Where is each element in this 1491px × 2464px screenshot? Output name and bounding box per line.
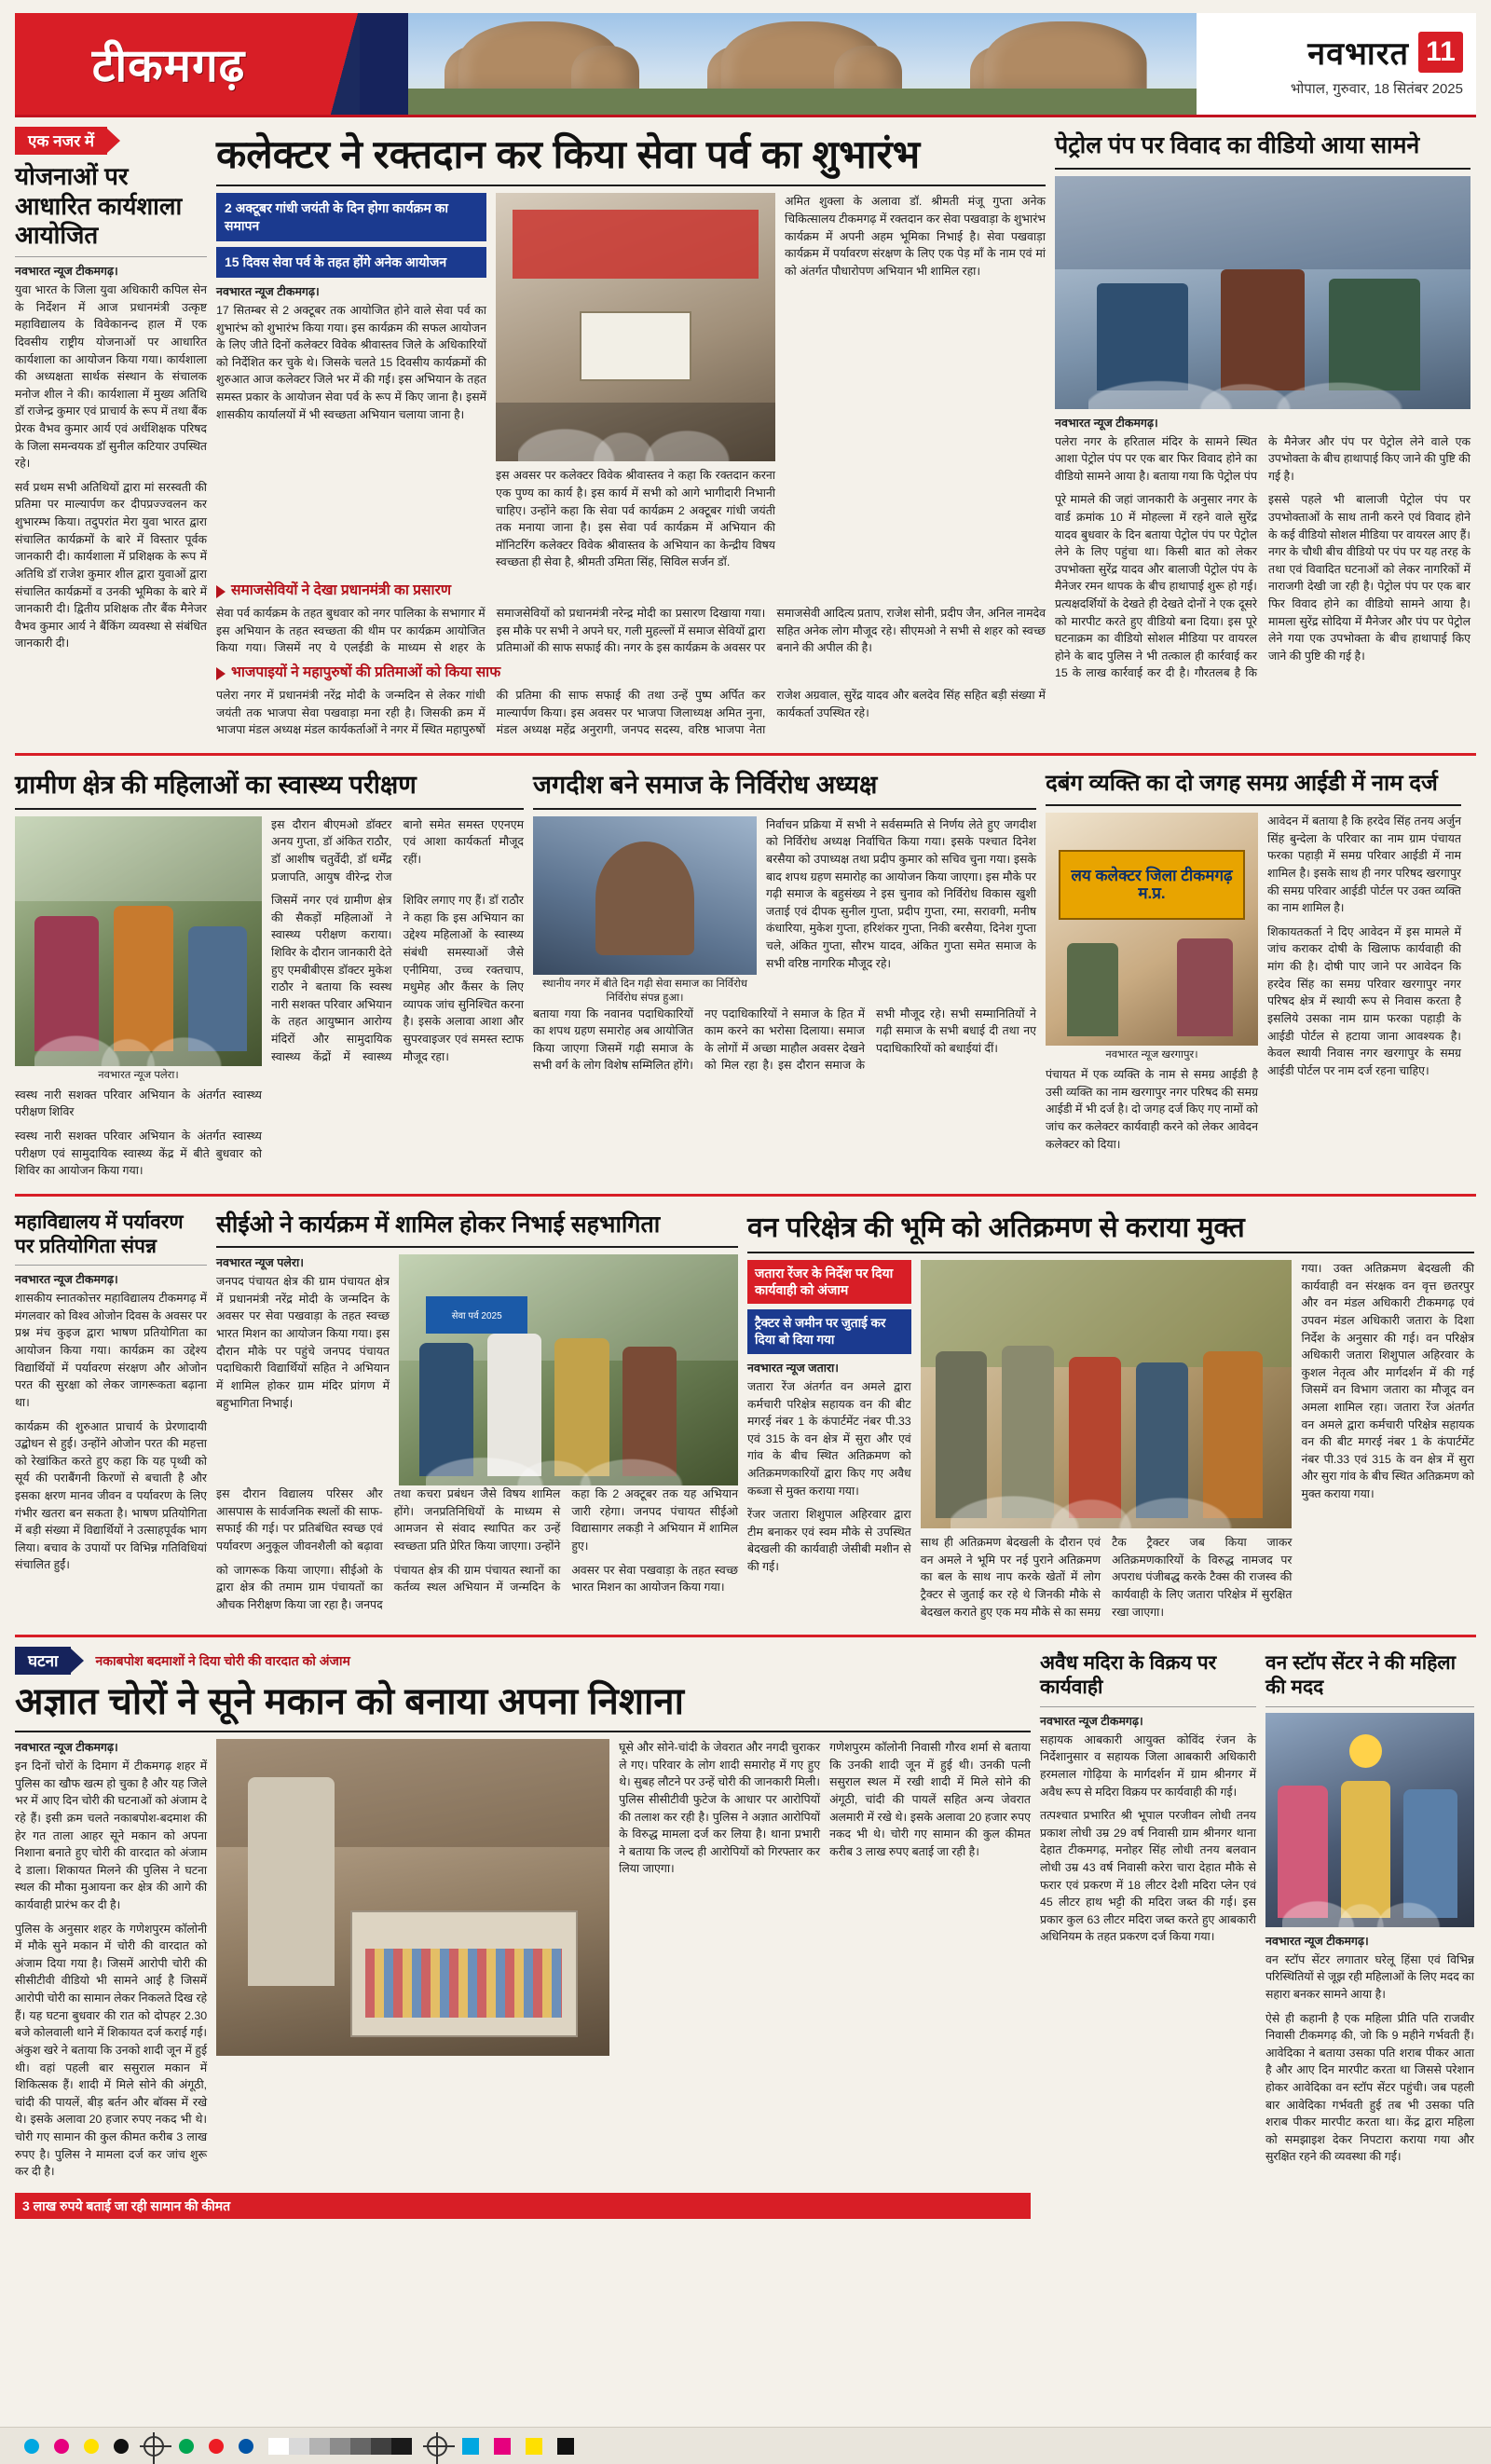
left-column	[15, 127, 207, 746]
masthead-slant	[322, 13, 360, 115]
left-para-2: सर्व प्रथम सभी अतिथियों द्वारा मां सरस्वती की प्रतिमा पर माल्यार्पण कर दीपप्रज्ज्वलन कर शुभारम्भ किया। तदुपरांत मेरा युवा भारत द्वारा संचालित कार्यक्रमों के बारे में विस्तार पूर्वक जानकारी दी। कार्यशाला में प्रशिक्षक के रूप में अतिथि डॉ राजेश कुमार शील द्वारा युवाओं द्वारा संचालित कार्यक्रमों व उनकी भूमिका के बारे में जानकारी दी। द्वितीय प्रशिक्षक तौर बैंक मैनेजर वैभव कुमार आर्य ने बैंकिंग व्यवस्था से संबंधित जानकारी दी।	[15, 480, 207, 650]
collector-office-signboard: लय कलेक्टर जिला टीकमगढ़ म.प्र.	[1059, 850, 1246, 920]
petrol-headline: पेट्रोल पंप पर विवाद का वीडियो आया सामने	[1055, 132, 1420, 158]
ceo-para-1: जनपद पंचायत क्षेत्र की ग्राम पंचायत क्षेत्र में प्रधानमंत्री नरेंद्र मोदी के जन्मदिन के अवसर पर सेवा पखवाड़ा के तहत स्वच्छ भारत मिशन का आयोजन किया गया। इस दौरान मौके पर पहुंचे जनपद पंचायत पदाधिकारी विद्यार्थियों सहित ने अभियान में शामिल होकर ग्राम मंदिर प्रांगण में बहुभागिता निभाई।	[216, 1275, 390, 1410]
lead-para-1: 17 सितम्बर से 2 अक्टूबर तक आयोजित होने वाले सेवा पर्व का शुभारंभ को शुभारंभ किया गया। इस कार्यक्रम की सफल आयोजन के लिए जीते दिनों कलेक्टर विवेक श्रीवास्तव जिले के अधिकारियों को निर्देशित कर चुके थे। जिसके चलते 15 दिवसीय कार्यक्रमों की शुरुआत आज कलेक्टर जिले भर में की गई। इस अभियान के तहत समस्त प्रकार के आयोजन सेवा पर्व के रूप में किए जाना है। इसमें शासकीय कार्यालयों में भी स्वच्छता अभियान चलाया जाना है।	[216, 303, 486, 421]
color-square-cyan	[462, 2438, 479, 2455]
row-1	[15, 127, 1476, 746]
forest-byline: नवभारत न्यूज जतारा।	[747, 1361, 840, 1375]
section-flag-ek-nazar	[15, 127, 207, 155]
lead-sub-para-2: पलेरा नगर में प्रधानमंत्री नरेंद्र मोदी के जन्मदिन से लेकर गांधी जयंती तक भाजपा सेवा पखवाड़ा मना रही है। जिसकी क्रम में भाजपा मंडल अध्यक्ष मंडल कार्यकर्ताओं ने नगर में स्थित महापुरुषों की प्रतिमा की साफ सफाई की तथा उन्हें पुष्प अर्पित कर माल्यार्पण किया। इस अवसर पर भाजपा जिलाध्यक्ष अमित नुना, मंडल अध्यक्ष महेंद्र अनुरागी, जनपद सदस्य, वरिष्ठ भाजपा नेता राजेश अग्रवाल, सुरेंद्र यादव और बलदेव सिंह सहित बड़ी संख्या में कार्यकर्ता उपस्थित रहे।	[216, 689, 1046, 737]
brand-name: नवभारत	[1307, 35, 1409, 72]
lead-photo	[496, 193, 775, 461]
liquor-para-1: सहायक आबकारी आयुक्त कोविंद रंजन के निर्देशानुसार व सहायक जिला आबकारी अधिकारी हरमलाल गोढ़िया के मार्गदर्शन में ग्राम श्रीनगर में अवैध रूप से मदिरा विक्रय पर कार्यवाही की गई।	[1040, 1732, 1256, 1799]
liquor-byline: नवभारत न्यूज टीकमगढ़।	[1040, 1714, 1143, 1728]
ceo-text-left	[216, 1254, 390, 1485]
health-para-2: इस दौरान बीएमओ डॉक्टर अनय गुप्ता, डॉ अंकित राठौर, डॉ आशीष चतुर्वेदी, डॉ धर्मेंद्र प्रजापति, आयुष वीरेन्द्र रोज बानो समेत समस्त एएनएम एवं आशा कार्यकर्ता मौजूद रहीं।	[271, 817, 524, 883]
lead-subhead-1	[216, 582, 1046, 600]
registration-mark-icon-2	[427, 2436, 447, 2457]
lead-para-2: इस अवसर पर कलेक्टर विवेक श्रीवास्तव ने कहा कि रक्तदान करना एक पुण्य का कार्य है। इस कार्य में सभी को आगे भागीदारी निभानी चाहिए। उन्होंने कहा कि सेवा पर्व कार्यक्रम 2 अक्टूबर गांधी जयंती तक मनाया जाना है। इस सेवा पर्व कार्यक्रम में अभियान की मॉनिटरिंग कलेक्टर विवेक श्रीवास्तव के अभियान का केन्द्रीय विषय स्वच्छता ही सेवा है, श्रीमती उमिता सिंह, सिविल सर्जन डॉ.	[496, 469, 775, 569]
liquor-story	[1040, 1647, 1256, 2219]
liquor-headline: अवैध मदिरा के विक्रय पर कार्यवाही	[1040, 1652, 1217, 1699]
theft-para-3: घूसे और सोने-चांदी के जेवरात और नगदी चुराकर ले गए। परिवार के लोग शादी समारोह में गए हुए थे। सुबह लौटने पर उन्हें चोरी की जानकारी मिली। पुलिस सीसीटीवी फुटेज के आधार पर आरोपियों की तलाश कर रही है। पुलिस ने अज्ञात आरोपियों के विरुद्ध मामला दर्ज कर लिया है। थाना प्रभारी ने बताया कि जल्द ही आरोपियों को गिरफ्तार कर लिया जाएगा।	[619, 1741, 821, 1876]
forest-para-4: गया। उक्त अतिक्रमण बेदखली की कार्यवाही वन संरक्षक वन वृत्त छतरपुर और वन मंडल अधिकारी टीकमगढ़ एवं उपवन मंडल अधिकारी जतारा के दिशा निर्देश के अनुसार की गई। वन परिक्षेत्र अधिकारी जतारा शिशुपाल अहिरवार के कुशल नेतृत्व और मार्गदर्शन में की गई जिसमें वन विभाग जतारा का मौजूद वन अमला शामिल रहा। जतारा रेंज अंतर्गत वन अमले द्वारा कर्मचारी परिक्षेत्र सहायक वन की बीट मगरई नंबर 1 के कंपार्टमेंट नंबर पी.33 एवं 315 के वन क्षेत्र में सुरा और सुरा गांव के बीच स्थित अतिक्रमण को मुक्त कराया गया।	[1301, 1262, 1474, 1501]
forest-redbar: जतारा रेंजर के निर्देश पर दिया कार्यवाही को अंजाम	[747, 1260, 911, 1303]
jagdish-para-1: निर्वाचन प्रक्रिया में सभी ने सर्वसम्मति से निर्णय लेते हुए जगदीश को निर्विरोध अध्यक्ष निर्वाचित किया गया। इसके पश्चात दिनेश बरसैया को उपाध्यक्ष तथा प्रदीप कुमार को सचिव चुना गया। इसके बाद शपथ ग्रहण समारोह का आयोजन किया जाएगा। इस मौके पर गढ़ी समाज के बहुसंख्य ने इस चुनाव को निर्विरोध विकास खुशी जताई एवं दीपक सुनील गुप्ता, प्रदीप गुप्ता, रमा, सरावगी, मनीष कंधारिया, मुकेश गुप्ता, हरिशंकर गुप्ता, निकी बरसैया, दिनेश गुप्ता चले, अंकित गुप्ता, सौरभ यादव, अंकित गुप्ता समेत समाज के सभी वरिष्ठ नागरिक मौजूद रहे।	[766, 817, 1036, 970]
lead-photo-wrap	[496, 193, 775, 578]
triangle-bullet-icon	[216, 585, 226, 598]
page-number: 11	[1418, 32, 1463, 73]
forest-bluebar: ट्रैक्टर से जमीन पर जुताई कर दिया बो दिया गया	[747, 1309, 911, 1354]
theft-photo	[216, 1739, 609, 2056]
forest-para-2: रेंजर जतारा शिशुपाल अहिरवार द्वारा टीम बनाकर एवं स्वम मौके से उपस्थित बेदखली की कार्यवाही जेसीबी मशीन से की गई।	[747, 1508, 911, 1574]
theft-story	[15, 1647, 1031, 2219]
left-para-1: युवा भारत के जिला युवा अधिकारी कपिल सेन के निर्देशन में आज प्रधानमंत्री उत्कृष्ट महाविद्यालय के विवेकानन्द हाल में एक दिवसीय राष्ट्रीय योजनाओं पर आधारित कार्यशाला का आयोजन किया गया। कार्यशाला की अध्यक्षता सार्थक संस्थान के संचालक मनोज शील ने की। कार्यशाला में मुख्य अतिथि डॉ राजेन्द्र कुमार एवं प्राचार्य के रूप में तथा बैंक प्रेरक वैभव कुमार आर्य एवं अर्धशिक्षक परिषद के जिला समन्वयक डॉ सुनील कटियार उपस्थित रहे।	[15, 283, 207, 471]
lead-left-rail	[216, 193, 486, 578]
color-dot-red	[209, 2439, 224, 2454]
health-para-3: जिसमें नगर एवं ग्रामीण क्षेत्र की सैकड़ों महिलाओं ने स्वास्थ्य परीक्षण कराया। शिविर के दौरान जानकारी देते हुए एमबीबीएस डॉक्टर मुकेश राठौर ने बताया कि स्वस्थ नारी सशक्त परिवार अभियान के तहत आयुष्मान आरोग्य मंदिरों और सामुदायिक स्वास्थ्य केंद्रों में स्वास्थ्य शिविर लगाए गए हैं। डॉ राठौर ने कहा कि इस अभियान का उद्देश्य महिलाओं के स्वास्थ्य संबंधी समस्याओं जैसे एनीमिया, उच्च रक्तचाप, मधुमेह और कैंसर के लिए व्यापक जांच सुनिश्चित करना है। इसके अलावा आशा और सुपरवाइजर एवं समस्त स्टाफ मौजूद रहा।	[271, 894, 524, 1063]
onestop-story	[1265, 1647, 1474, 2219]
health-story	[15, 765, 524, 1186]
dabang-text-wrap	[1267, 813, 1461, 1159]
lead-byline: नवभारत न्यूज टीकमगढ़।	[216, 284, 320, 298]
dabang-para-3: शिकायतकर्ता ने दिए आवेदन में इस मामले में जांच कराकर दोषी के खिलाफ कार्यवाही की मांग की है। दोषी पाए जाने पर आवेदन कि हरदेव सिंह का समग्र परिवार खरगापुर नगर परिषद क्षेत्र में स्थायी रूप से निवास करता है इसलिये उसका नाम ग्राम फरका पहाड़ी के आईडी पोर्टल से हटाया जाना आवश्यक है। केवल स्थायी निवास नगर खरगापुर के समग्र आईडी पोर्टल पर नाम दर्ज रहना चाहिए।	[1267, 924, 1461, 1077]
jagdish-story	[533, 765, 1036, 1186]
masthead	[15, 13, 1476, 117]
theft-col-3	[619, 1739, 820, 2187]
jagdish-headline: जगदीश बने समाज के निर्विरोध अध्यक्ष	[533, 770, 878, 799]
ceo-headline: सीईओ ने कार्यक्रम में शामिल होकर निभाई सहभागिता	[216, 1211, 661, 1238]
theft-para-2: पुलिस के अनुसार शहर के गणेशपुरम कॉलोनी में मौके सुने मकान में चोरी की वारदात को अंजाम दिया गया है। जिसमें आरोपी चोरी की सीसीटीवी वीडियो भी सामने आई है जिसमें आरोपी चोरी का सामान लेकर निकलते दिख रहे हैं। यह घटना बुधवार की रात को दोपहर 2.30 बजे कोलवाली थाने में शिकायत दर्ज कराई गई। अंकुश खरे ने बताया कि उनको शादी जून में हुई थी। वहां पहली बार ससुराल मकान में शिकित्सक हैं। शादी में मिले सोने की अंगूठी, चांदी की पायलें, बीड़ बर्तन और बॉक्स में रखे थे। इसके अलावा 20 हजार रुपए नकद भी थे। चोरी गए सामान की कुल कीमत करीब 3 लाख रुपए है। पुलिस ने मामला दर्ज कर जांच शुरू कर दी है।	[15, 1922, 208, 2179]
lead-subhead-2	[216, 664, 1046, 682]
dabang-para-2: आवेदन में बताया है कि हरदेव सिंह तनय अर्जुन सिंह बुन्देला के परिवार का नाम ग्राम पंचायत फरका पहाड़ी में समग्र परिवार आईडी में नाम शामिल है। इसके साथ ही नगर परिषद खरगापुर की समग्र परिवार आईडी पोर्टल पर उक्त व्यक्ति का नाम शामिल है।	[1267, 814, 1461, 915]
masthead-city: टीकमगढ़	[91, 40, 246, 91]
health-text-wrap	[271, 816, 524, 1186]
lead-right-rail	[785, 193, 1046, 578]
lead-infobox-1: 2 अक्टूबर गांधी जयंती के दिन होगा कार्यक्रम का समापन	[216, 193, 486, 241]
jagdish-para-2: बताया गया कि नवानव पदाधिकारियों का शपथ ग्रहण समारोह अब आयोजित किया जाएगा जिसमें गढ़ी समाज के सभी वर्ग के लोग विशेष सम्मिलित होंगे। नए पदाधिकारियों ने समाज के हित में काम करने का भरोसा दिलाया। समाज के लोगों में अच्छा माहौल अवसर देखने को मिल रहा है। इस दौरान समाज के सभी मौजूद रहे। सभी सम्मानितियों ने गढ़ी समाज के सभी बधाई दी तथा नए पदाधिकारियों को बधाईयां दीं।	[533, 1006, 1036, 1073]
flag-arrow-icon	[107, 129, 120, 153]
masthead-brand-block	[1197, 13, 1476, 115]
dabang-headline: दबंग व्यक्ति का दो जगह समग्र आईडी में नाम दर्ज	[1046, 770, 1438, 796]
section-flag-ghatna-label: घटना	[15, 1647, 71, 1675]
masthead-photo-strip	[408, 13, 1197, 115]
lead-sub-para-1: सेवा पर्व कार्यक्रम के तहत बुधवार को नगर पालिका के सभागार में इस अभियान के तहत स्वच्छता की थीम पर कार्यक्रम आयोजित किया गया। जिसमें नए ये एलईडी के माध्यम से शहर के समाजसेवियों को प्रधानमंत्री नरेन्द्र मोदी का प्रसारण दिखाया गया। इस मौके पर सभी ने अपने घर, गली मुहल्लों में समाज सेवियों द्वारा प्रतिमाओं की साफ सफाई की। नगर के इस कार्यक्रम के अवसर पर समाजसेवी आदित्य प्रताप, राजेश सोनी, प्रदीप जैन, अनिल नामदेव सहित अनेक लोग मौजूद रहे। सीएमओ ने सभी से शहर को स्वच्छ बनाने की अपील की है।	[216, 607, 1046, 655]
theft-col-1	[15, 1739, 207, 2187]
dabang-byline: नवभारत न्यूज खरगापुर।	[1105, 1049, 1198, 1061]
lead-subhead-2-label: भाजपाइयों ने महापुरुषों की प्रतिमाओं को किया साफ	[231, 664, 501, 680]
health-headline: ग्रामीण क्षेत्र की महिलाओं का स्वास्थ्य परीक्षण	[15, 770, 417, 799]
jagdish-text-wrap	[766, 816, 1036, 1006]
petrol-byline: नवभारत न्यूज टीकमगढ़।	[1055, 416, 1158, 430]
college-headline: महाविद्यालय में पर्यावरण पर प्रतियोगिता संपन्न	[15, 1211, 184, 1257]
health-photo	[15, 816, 262, 1066]
forest-left-rail	[747, 1260, 911, 1627]
forest-story	[747, 1206, 1474, 1627]
college-para-2: कार्यक्रम की शुरुआत प्राचार्य के प्रेरणादायी उद्बोधन से हुई। उन्होंने ओजोन परत की महत्ता को रेखांकित करते हुए कहा कि यह पृथ्वी को सूर्य की पराबैंगनी किरणों से बचाती है और इसका क्षरण मानव जीवन व पर्यावरण के लिए गंभीर खतरा बन सकता है। भाषण प्रतियोगिता में बड़ी संख्या में विद्यार्थियों ने उत्साहपूर्वक भाग लिया। बचाव के उपायों पर विभिन्न गतिविधियां संचालित हुईं।	[15, 1419, 207, 1572]
section-flag-ghatna	[15, 1647, 84, 1675]
jagdish-photo	[533, 816, 757, 975]
color-dot-cyan	[24, 2439, 39, 2454]
college-story	[15, 1206, 207, 1627]
dabang-story	[1046, 765, 1461, 1186]
forest-para-3: साथ ही अतिक्रमण बेदखली के दौरान एवं वन अमले ने भूमि पर नई पुराने अतिक्रमण का बल के साथ नाप करके खेतों में लोग ट्रैक्टर से जुताई कर रहे थे जिनकी मौके से बेदखल कराते हुए एक मय मौके से का समग्र टैक ट्रैक्टर जब किया जाकर अतिक्रमणकारियों के विरुद्ध नामजद पर अपराध पंजीबद्ध करके टैक्स की राजस्व की कार्यवाही के लिए जतारा परिक्षेत्र में सुरक्षित रखा जाएगा।	[920, 1536, 1293, 1619]
health-caption-text: स्वस्थ नारी सशक्त परिवार अभियान के अंतर्गत स्वास्थ्य परीक्षण शिविर	[15, 1088, 262, 1119]
masthead-blue-bar	[360, 13, 408, 115]
theft-col-4	[829, 1739, 1031, 2187]
divider-red-3	[15, 1635, 1476, 1637]
dabang-photo-wrap	[1046, 813, 1258, 1159]
registration-mark-icon	[144, 2436, 164, 2457]
divider-red-1	[15, 753, 1476, 756]
dabang-para-1: पंचायत में एक व्यक्ति के नाम से समग्र आईडी है उसी व्यक्ति का नाम खरगापुर नगर परिषद की समग्र आईडी में भी दर्ज है। दो जगह दर्ज किए गए नामों को जांच कर कलेक्टर कार्यवाही करने को लेकर आवेदन कलेक्टर को दिया।	[1046, 1068, 1258, 1151]
theft-kicker: नकाबपोश बदमाशों ने दिया चोरी की वारदात को अंजाम	[95, 1652, 350, 1668]
theft-redbar: 3 लाख रुपये बताई जा रही सामान की कीमत	[15, 2193, 1031, 2219]
health-photo-caption: नवभारत न्यूज पलेरा।	[98, 1069, 179, 1081]
color-dot-green	[179, 2439, 194, 2454]
print-registration-bar	[0, 2427, 1491, 2464]
liquor-para-2: तत्पश्चात प्रभारित श्री भूपाल परजीवन लोधी तनय प्रकाश लोधी उम्र 29 वर्ष निवासी ग्राम श्रीनगर थाना देहात टीकमगढ़, मनोहर सिंह लोधी तनय बलवान लोधी उम्र 43 वर्ष निवासी करेरा चारा देहात मौके से फरार एवं प्रकरण में 18 लीटर देशी मदिरा प्लेन एवं 45 लीटर हाथ भट्टी की मदिरा जब्त की गई। इस प्रकार कुल 63 लीटर मदिरा जब्त करते हुए आबकारी अधिनियम के तहत प्रकरण दर्ज किया गया।	[1040, 1809, 1256, 1944]
forest-right-rail	[1301, 1260, 1474, 1627]
theft-para-4: गणेशपुरम कॉलोनी निवासी गौरव शर्मा से बताया कि उनकी शादी जून में हुई थी। उनकी पत्नी ससुराल स्थल में रखी शादी में मिले सोने की अंगूठी, चांदी की पायलें सहित अन्य जेवरात अलमारी में रखे थे। इसके अलावा 20 हजार रुपए नकद भी थे। चोरी गए सामान की कुल कीमत करीब 3 लाख रुपए बताई जा रही है।	[829, 1741, 1031, 1858]
college-byline: नवभारत न्यूज टीकमगढ़।	[15, 1273, 118, 1287]
forest-para-1: जतारा रेंज अंतर्गत वन अमले द्वारा कर्मचारी परिक्षेत्र सहायक वन की बीट मगरई नंबर 1 के कंपार्टमेंट नंबर पी.33 एवं 315 के वन क्षेत्र में सुरा और एवं गांव के बीच स्थित अतिक्रमण को अतिक्रमणकारियों द्वारा किए गए अवैध कब्जा से मुक्त कराया गया।	[747, 1379, 911, 1498]
onestop-para-2: ऐसे ही कहानी है एक महिला प्रीति पति राजवीर निवासी टीकमगढ़ की, जो कि 9 महीने गर्भवती हैं। आवेदिका ने बताया उसका पति शराब पीकर आता है और आए दिन मारपीट करता था जिससे परेशान होकर आवेदिका वन स्टॉप सेंटर पहुंची। जब पहली बार आवेदिका गर्भवती हुई तब भी उसका पति शराब पीकर मारपीट करता था। केंद्र द्वारा महिला को समझाइश देकर निपटारा कराया गया और सुरक्षित रहने की व्यवस्था की गई।	[1265, 2011, 1474, 2164]
onestop-byline: नवभारत न्यूज टीकमगढ़।	[1265, 1934, 1369, 1948]
row-3	[15, 1206, 1476, 1627]
dabang-photo	[1046, 813, 1258, 1046]
dateline: भोपाल, गुरुवार, 18 सितंबर 2025	[1290, 80, 1463, 97]
divider-red-2	[15, 1194, 1476, 1197]
triangle-bullet-icon	[216, 667, 226, 680]
flag-arrow-icon	[71, 1649, 84, 1673]
color-dot-yellow	[84, 2439, 99, 2454]
theft-para-1: इन दिनों चोरों के दिमाग में टीकमगढ़ शहर में पुलिस का खौफ खत्म हो चुका है और यह जिले भर में आए दिन चोरी की घटनाओं को अंजाम दे रहे हैं। इसी क्रम चलते नकाबपोश-बदमाश की हेर गत ताला आहर सूने मकान को अपना निशाना बनाते हुए चोरी की वारदात को अंजाम दे डाला। शिकायत मिलने की पुलिस ने घटना स्थल की मौका मुआयना कर क्षेत्र की आगे की कार्यवाही प्रारंभ कर दी है।	[15, 1759, 208, 1912]
left-headline: योजनाओं पर आधारित कार्यशाला आयोजित	[15, 162, 183, 250]
petrol-photo	[1055, 176, 1470, 409]
health-para-1: स्वस्थ नारी सशक्त परिवार अभियान के अंतर्गत स्वास्थ्य परीक्षण एवं सामुदायिक स्वास्थ्य केंद्र में बीते बुधवार को शिविर का आयोजन किया गया।	[15, 1129, 262, 1178]
lead-infobox-2: 15 दिवस सेवा पर्व के तहत होंगे अनेक आयोजन	[216, 247, 486, 278]
ceo-story	[216, 1206, 738, 1627]
color-dot-blue	[239, 2439, 253, 2454]
lead-para-3: अमित शुक्ला के अलावा डॉ. श्रीमती मंजू गुप्ता अनेक चिकित्सालय टीकमगढ़ में रक्तदान कर सेवा पखवाड़ा के शुभारंभ कार्यक्रम में अपनी अहम भूमिका निभाई है। सेवा पखवाड़ा कार्यक्रम में पर्यावरण संरक्षण के लिए एक पेड़ माँ के नाम एवं मां को अंतर्गत पौधारोपण अभियान भी शामिल रहा।	[785, 195, 1046, 278]
ceo-byline: नवभारत न्यूज पलेरा।	[216, 1256, 304, 1270]
ceo-para-3: को जागरूक किया जाएगा। सीईओ के द्वारा क्षेत्र की तमाम ग्राम पंचायतों का औचक निरीक्षण किया जा रहा है। जनपद पंचायत क्षेत्र की ग्राम पंचायत स्थानों का कर्तव्य स्थल अभियान में जन्मदिन के अवसर पर सेवा पखवाड़ा के तहत स्वच्छ भारत मिशन का आयोजन किया गया।	[216, 1563, 738, 1611]
jagdish-photo-wrap	[533, 816, 757, 1006]
masthead-photo-1	[408, 13, 671, 115]
lead-story	[216, 127, 1046, 746]
petrol-para-2: पूरे मामले की जहां जानकारी के अनुसार नगर के वार्ड क्रमांक 10 में मोहल्ला में रहने वाले सुरेंद्र यादव बुधवार के दिन बताया पेट्रोल पंप पर पेट्रोल लेने के लिए पहुंचा था। किसी बात को लेकर उपभोक्ता सुरेंद्र यादव और बालाजी पेट्रोल पंप के मैनेजर रमन थापक के बीच हाथापाई शुरू हो गई। प्रत्यक्षदर्शियों के देखते ही देखते दोनों ने एक दूसरे को मारपीट करते हुए वीडियो बना दिया। इस पूरे घटनाक्रम का वीडियो सोशल मीडिया पर वायरल होने के बाद पुलिस ने भी तत्काल ही कार्रवाई कर 15 के लाख कार्रवाई कर दी है। गौरतलब है कि इससे पहले भी बालाजी पेट्रोल पंप पर उपभोक्ताओं के साथ तानी करने एवं विवाद होने के कई वीडियो सोशल मीडिया पर वायरल आए हैं। नगर के चौथी बीच वीडियो पर पंप पर यह तरह के तथा एवं विवादित घटनाओं को लेकर नागरिकों में नाराजगी देखी जा रही है। पेट्रोल पंप पर एक बार फिर विवाद होने का वीडियो सामने आया है। मामला सुरेंद्र सोदिया में मैनेजर और पंप पर पेट्रोल लेने गया एक उपभोक्ता के बीच हाथापाई किए जाने की पुष्टि की गई है।	[1055, 493, 1470, 680]
ceo-photo: सेवा पर्व 2025	[399, 1254, 738, 1485]
masthead-photo-2	[671, 13, 934, 115]
ceo-para-2: इस दौरान विद्यालय परिसर और आसपास के सार्वजनिक स्थलों की साफ-सफाई की गई। पर प्रतिबंधित स्वच्छ एवं पर्यावरण अनुकूल जीवनशैली को बढ़ावा तथा कचरा प्रबंधन जैसे विषय शामिल होंगे। जनप्रतिनिधियों के माध्यम से आमजन से संवाद स्थापित कर उन्हें स्वच्छता प्रति प्रेरित किया जाएगा। उन्होंने कहा कि 2 अक्टूबर तक यह अभियान जारी रहेगा। जनपद पंचायत सीईओ विद्यासागर लकड़ी ने अभियान में शामिल हुए।	[216, 1487, 738, 1554]
onestop-photo	[1265, 1713, 1474, 1927]
theft-headline: अज्ञात चोरों ने सूने मकान को बनाया अपना निशाना	[15, 1681, 684, 1723]
gray-ramp	[268, 2438, 412, 2455]
masthead-photo-3	[934, 13, 1197, 115]
theft-photo-wrap	[216, 1739, 609, 2187]
petrol-story	[1055, 127, 1470, 746]
forest-photo-wrap	[921, 1260, 1293, 1627]
row-4	[15, 1647, 1476, 2219]
onestop-para-1: वन स्टॉप सेंटर लगातार घरेलू हिंसा एवं विभिन्न परिस्थितियों से जूझ रही महिलाओं के लिए मदद का सहारा बनकर सामने आया है।	[1265, 1952, 1474, 2001]
color-dot-black	[114, 2439, 129, 2454]
jagdish-kicker: स्थानीय नगर में बीते दिन गढ़ी सेवा समाज का निर्विरोध निर्विरोध संपन्न हुआ।	[542, 978, 747, 1004]
forest-headline: वन परिक्षेत्र की भूमि को अतिक्रमण से कराया मुक्त	[747, 1211, 1245, 1243]
color-square-yellow	[526, 2438, 542, 2455]
health-photo-wrap	[15, 816, 262, 1186]
color-dot-magenta	[54, 2439, 69, 2454]
left-byline: नवभारत न्यूज टीकमगढ़।	[15, 265, 118, 279]
row-2	[15, 765, 1476, 1186]
section-flag-label: एक नजर में	[15, 127, 107, 155]
color-square-magenta	[494, 2438, 511, 2455]
masthead-city-block	[15, 13, 322, 115]
petrol-para-1: पलेरा नगर के हरिताल मंदिर के सामने स्थित आशा पेट्रोल पंप पर एक बार फिर विवाद होने का वीडियो सामने आया है। बताया गया कि पेट्रोल पंप के मैनेजर और पंप पर पेट्रोल लेने वाले एक उपभोक्ता के बीच हाथापाई किए जाने की पुष्टि की गई है।	[1055, 434, 1470, 483]
ceo-photo-wrap	[399, 1254, 738, 1485]
lead-headline: कलेक्टर ने रक्तदान कर किया सेवा पर्व का शुभारंभ	[216, 132, 921, 176]
color-square-black	[557, 2438, 574, 2455]
college-para-1: शासकीय स्नातकोत्तर महाविद्यालय टीकमगढ़ में मंगलवार को विश्व ओजोन दिवस के अवसर पर प्रश्न मंच कुइज द्वारा भाषण प्रतियोगिता का आयोजन किया गया। कार्यक्रम का उद्देश्य विद्यार्थियों में पर्यावरण संरक्षण और ओजोन परत की सुरक्षा को लेकर जागरूकता बढ़ाना था।	[15, 1292, 207, 1409]
theft-byline: नवभारत न्यूज टीकमगढ़।	[15, 1741, 118, 1755]
lead-subhead-1-label: समाजसेवियों ने देखा प्रधानमंत्री का प्रसारण	[231, 582, 452, 598]
forest-photo	[921, 1260, 1293, 1528]
onestop-headline: वन स्टॉप सेंटर ने की महिला की मदद	[1265, 1652, 1457, 1699]
